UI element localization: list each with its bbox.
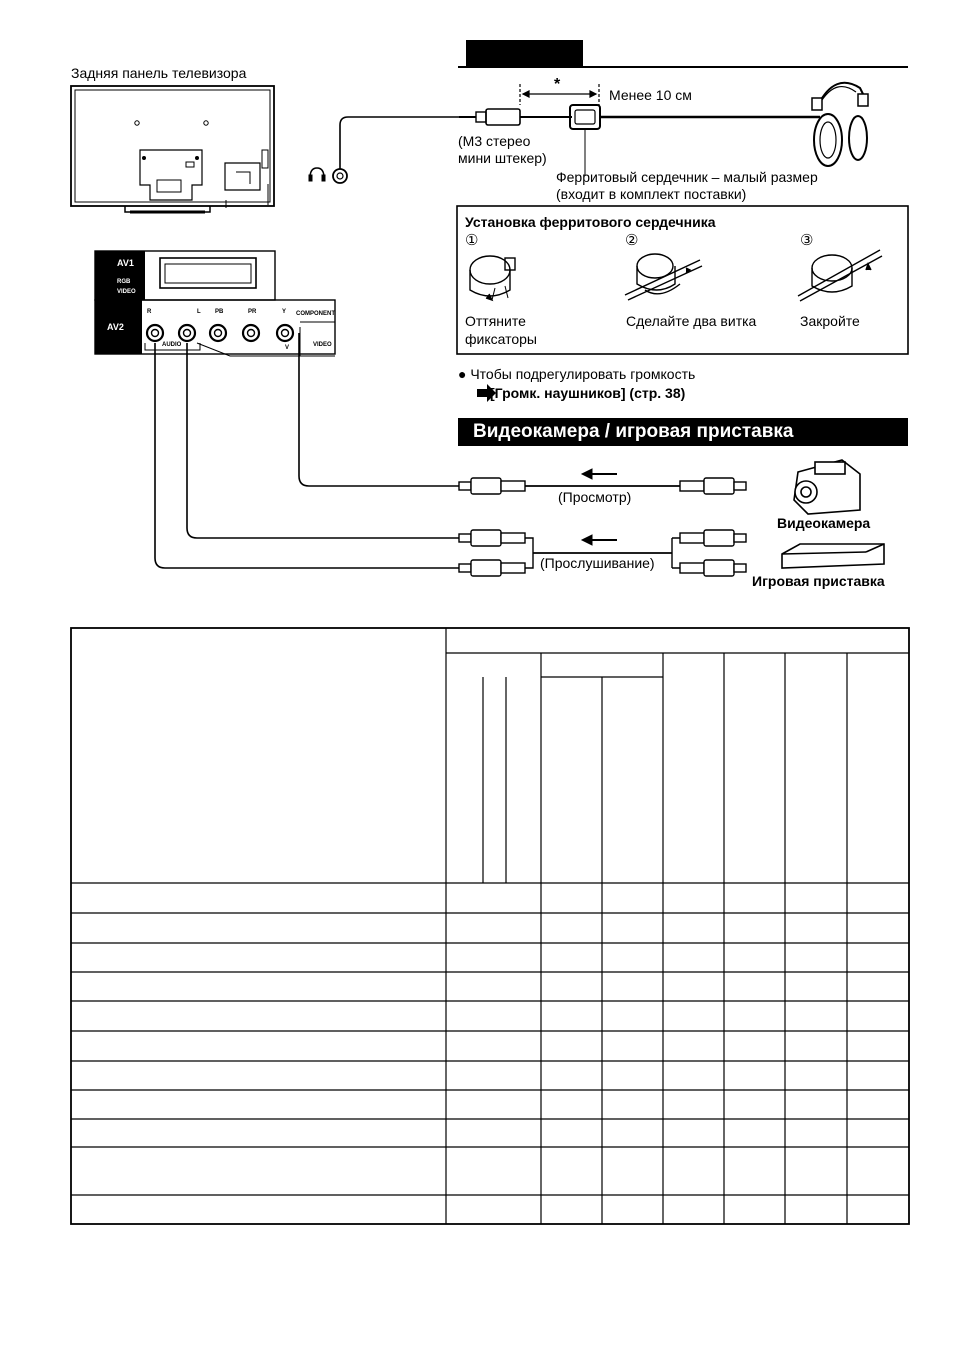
rca-plugs-right — [672, 478, 746, 576]
step3-text-1: Закройте — [800, 313, 860, 329]
av-cables — [155, 333, 470, 568]
volume-link[interactable]: [Громк. наушников] (стр. 38) — [490, 385, 686, 401]
av2-label: AV2 — [107, 322, 124, 332]
video2-label: VIDEO — [313, 342, 332, 348]
rgb-label: RGB — [117, 279, 131, 285]
video-label: VIDEO — [117, 289, 136, 295]
step1-text-1: Оттяните — [465, 313, 526, 329]
ferrite-label-1: Ферритовый сердечник – малый размер — [556, 169, 818, 185]
asterisk-label: * — [554, 76, 561, 93]
camcorder-icon — [794, 460, 860, 514]
distance-label: Менее 10 см — [609, 87, 692, 103]
ferrite-label-2: (входит в комплект поставки) — [556, 186, 747, 202]
plug-label-2: мини штекер) — [458, 150, 547, 166]
y-label: Y — [282, 309, 287, 315]
plug-label-1: (М3 стерео — [458, 133, 531, 149]
pb-label: PB — [215, 309, 224, 315]
table-grid — [70, 627, 910, 1225]
mini-plug — [459, 109, 572, 125]
pr-label: PR — [248, 309, 257, 315]
listen-label: (Прослушивание) — [540, 555, 655, 571]
step3-illustration — [798, 250, 882, 301]
ferrite-core — [570, 105, 600, 176]
headphones-header-bar — [466, 40, 583, 66]
step1-number: ① — [465, 232, 479, 249]
headphones-illustration — [812, 83, 868, 166]
step2-number: ② — [625, 232, 639, 249]
camcorder-section-title: Видеокамера / игровая приставка — [473, 421, 794, 442]
component-label: COMPONENT — [296, 311, 335, 317]
v-label: V — [285, 345, 290, 351]
l-label: L — [197, 309, 201, 315]
ferrite-install-title: Установка ферритового сердечника — [465, 214, 716, 230]
audio-label: AUDIO — [162, 342, 182, 348]
arrow-left-icon — [582, 469, 617, 545]
camcorder-label: Видеокамера — [777, 515, 871, 531]
console-label: Игровая приставка — [752, 573, 885, 589]
step2-illustration — [625, 254, 702, 300]
compatibility-table — [70, 627, 910, 1225]
tv-rear-illustration — [71, 86, 274, 212]
step2-text-1: Сделайте два витка — [626, 313, 757, 329]
view-label: (Просмотр) — [558, 489, 632, 505]
headphone-jack-icon — [309, 168, 347, 183]
step1-illustration — [470, 256, 515, 300]
av1-label: AV1 — [117, 258, 134, 268]
step3-number: ③ — [800, 232, 814, 249]
step1-text-2: фиксаторы — [465, 331, 537, 347]
r-label: R — [147, 309, 152, 315]
tv-rear-label: Задняя панель телевизора — [71, 65, 247, 81]
volume-note: ● Чтобы подрегулировать громкость — [458, 366, 696, 382]
game-console-icon — [782, 544, 884, 568]
